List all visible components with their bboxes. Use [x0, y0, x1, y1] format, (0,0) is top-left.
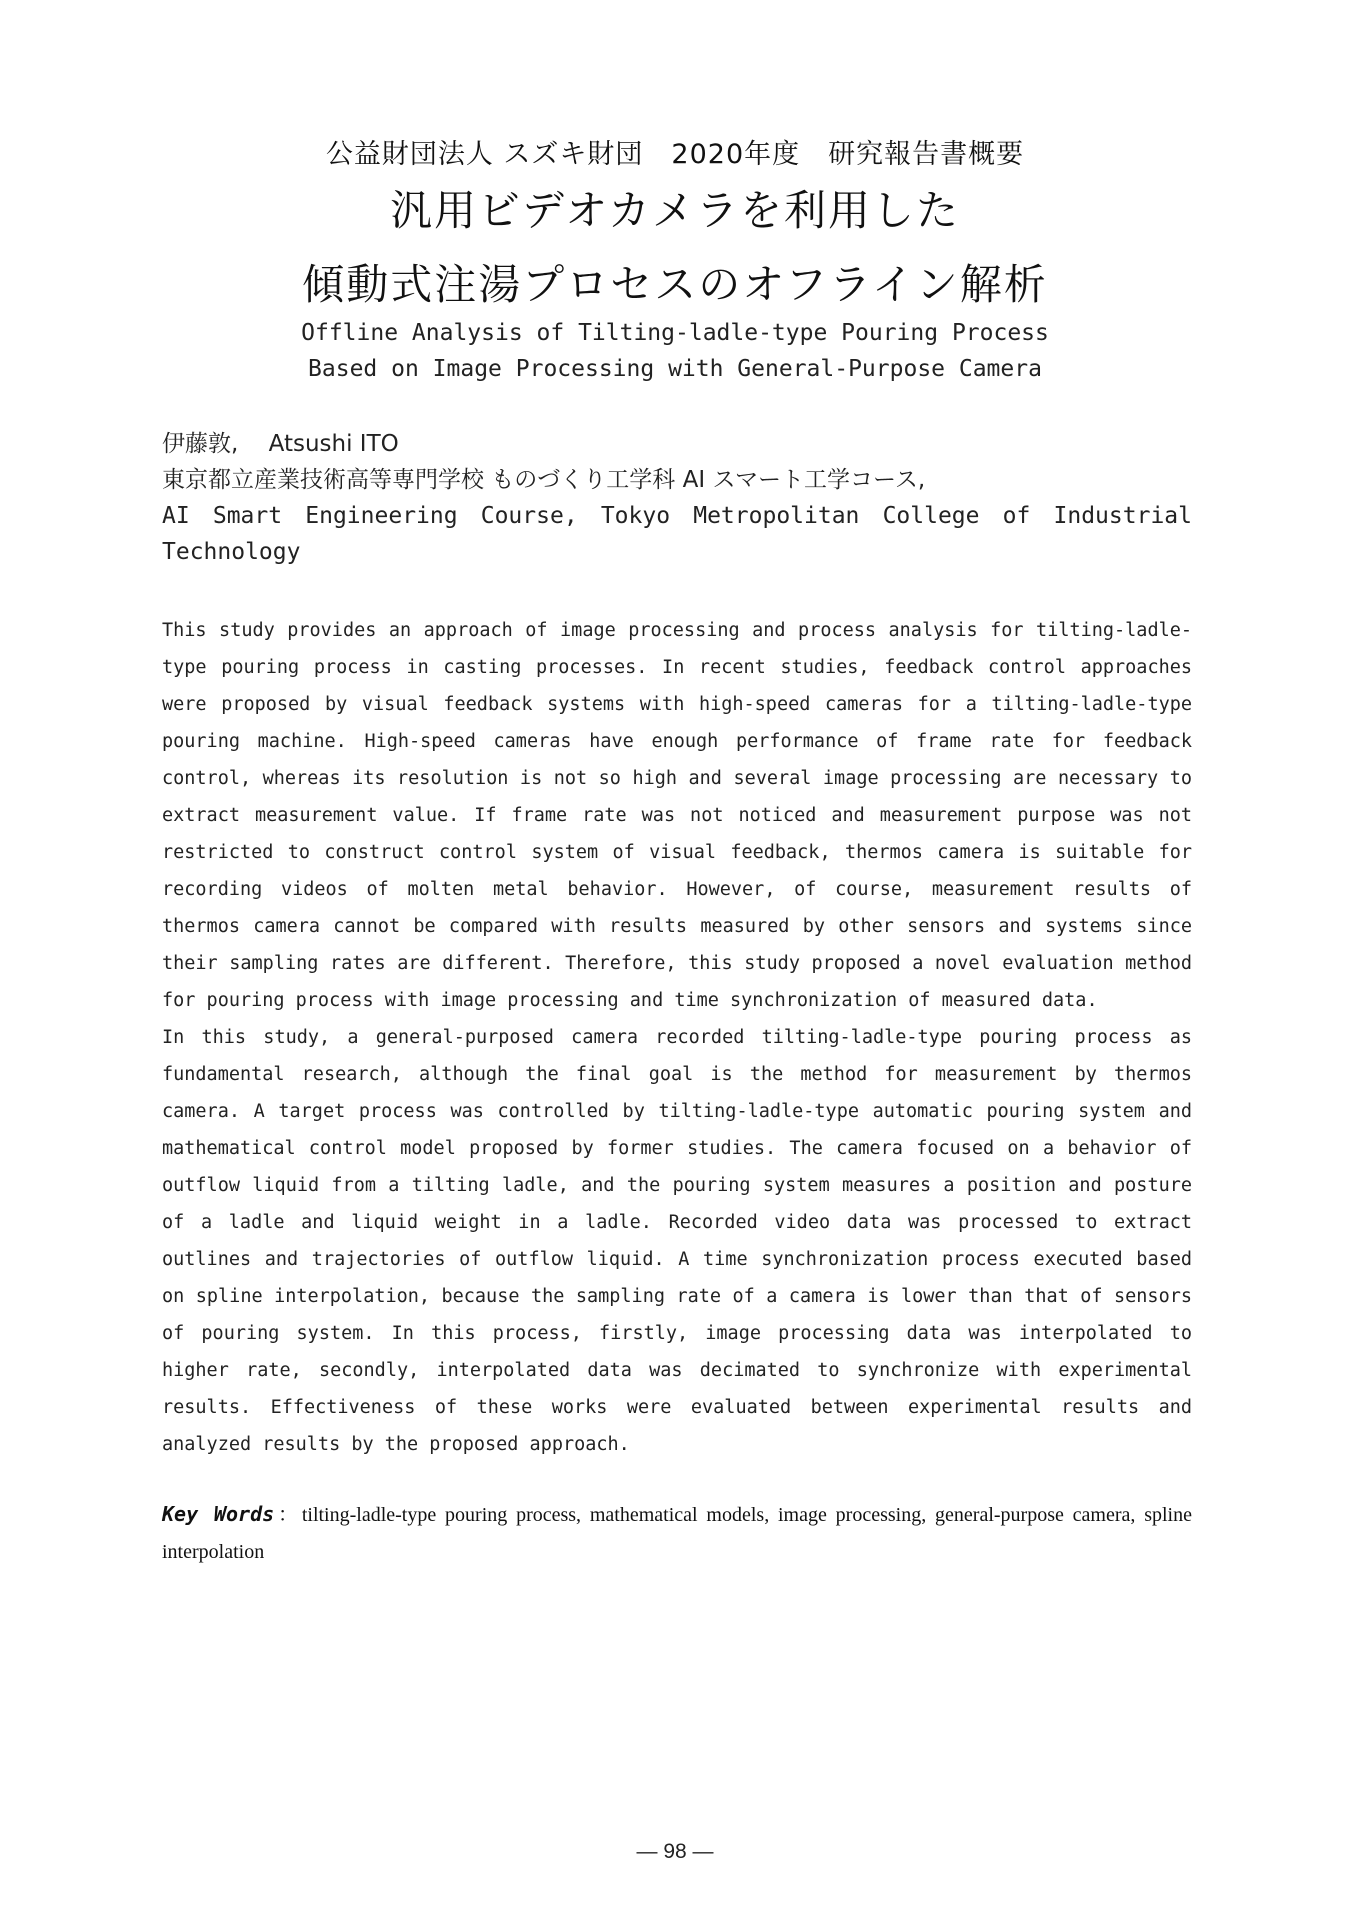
keywords-text: tilting-ladle-type pouring process, mathematical models, image processing, general-purpose camera, spline interpolation: [162, 1504, 1192, 1563]
abstract-paragraph-2: In this study, a general-purposed camera recorded tilting-ladle-type pouring process as fundamental research, although the final goal is the method for measurement by thermos camera. A target process was controlled by tilting-ladle-type automatic pouring system and mathematical control model proposed by former studies. The camera focused on a behavior of outflow liquid from a tilting ladle, and the pouring system measures a position and posture of a ladle and liquid weight in a ladle. Recorded video data was processed to extract outlines and trajectories of outflow liquid. A time synchronization process executed based on spline interpolation, because the sampling rate of a camera is lower than that of sensors of pouring system. In this process, firstly, image processing data was interpolated to higher rate, secondly, interpolated data was decimated to synchronize with experimental results. Effectiveness of these works were evaluated between experimental results and analyzed results by the proposed approach.: [162, 1027, 1192, 1455]
keywords: [162, 1496, 1192, 1571]
keywords-separator: ：: [274, 1504, 302, 1526]
affiliation-english-line-2: Technology: [162, 539, 301, 565]
author-name: 伊藤敦, Atsushi ITO: [162, 431, 399, 457]
title-english-line-2: Based on Image Processing with General-Purpose Camera: [308, 356, 1042, 382]
affiliation-english-line-1: AI Smart Engineering Course, Tokyo Metropolitan College of Industrial: [162, 503, 1192, 529]
report-header: 公益財団法人 スズキ財団 2020年度 研究報告書概要: [325, 139, 1025, 170]
title-english-line-1: Offline Analysis of Tilting-ladle-type Pouring Process: [301, 320, 1049, 346]
affiliation-japanese: 東京都立産業技術高等専門学校 ものづくり工学科 AI スマート工学コース,: [162, 467, 926, 493]
title-japanese-line-1: 汎用ビデオカメラを利用した: [390, 186, 960, 235]
abstract: [162, 612, 1192, 1463]
page-number: — 98 —: [636, 1840, 714, 1863]
author-block: [162, 426, 1192, 570]
keywords-label: Key Words: [162, 1502, 275, 1526]
abstract-paragraph-1: This study provides an approach of image processing and process analysis for tilting-ladle-type pouring process in casting processes. In recent studies, feedback control approaches were proposed by visual feedback systems with high-speed cameras for a tilting-ladle-type pouring machine. High-speed cameras have enough performance of frame rate for feedback control, whereas its resolution is not so high and several image processing are necessary to extract measurement value. If frame rate was not noticed and measurement purpose was not restricted to construct control system of visual feedback, thermos camera is suitable for recording videos of molten metal behavior. However, of course, measurement results of thermos camera cannot be compared with results measured by other sensors and systems since their sampling rates are different. Therefore, this study proposed a novel evaluation method for pouring process with image processing and time synchronization of measured data.: [162, 620, 1192, 1011]
title-japanese-line-2: 傾動式注湯プロセスのオフライン解析: [302, 260, 1048, 309]
